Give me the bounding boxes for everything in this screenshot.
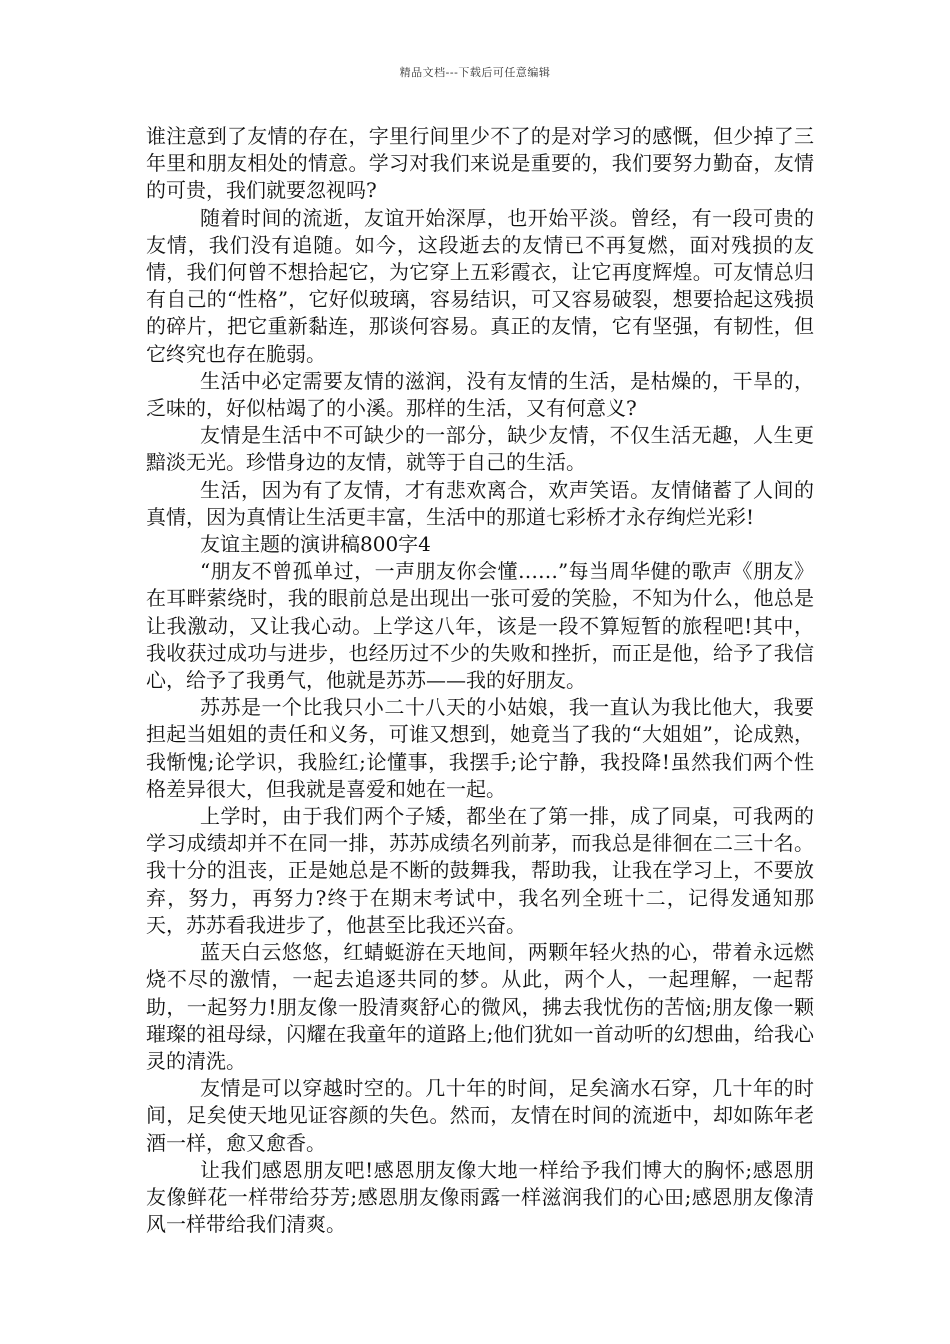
paragraph-4: 友情是生活中不可缺少的一部分，缺少友情，不仅生活无趣，人生更黯淡无光。珍惜身边的友情，就等于自己的生活。 — [146, 423, 814, 475]
page-header-note: 精品文档---下载后可任意编辑 — [399, 66, 551, 79]
section-title: 友谊主题的演讲稿800字4 — [200, 532, 431, 557]
paragraph-3: 生活中必定需要友情的滋润，没有友情的生活，是枯燥的，干旱的，乏味的，好似枯竭了的小溪。那样的生活，又有何意义? — [146, 368, 814, 421]
document-body — [146, 123, 814, 1238]
paragraph-10: 蓝天白云悠悠，红蜻蜓游在天地间，两颗年轻火热的心，带着永远燃烧不尽的激情，一起去追逐共同的梦。从此，两个人，一起理解，一起帮助，一起努力!朋友像一股清爽舒心的微风，拂去我忧伤的苦恼;朋友像一颗璀璨的祖母绿，闪耀在我童年的道路上;他们犹如一首动听的幻想曲，给我心灵的清洗。 — [146, 940, 814, 1073]
paragraph-8: 苏苏是一个比我只小二十八天的小姑娘，我一直认为我比他大，我要担起当姐姐的责任和义务，可谁又想到，她竟当了我的“大姐姐”，论成熟，我惭愧;论学识，我脸红;论懂事，我摆手;论宁静，我投降!虽然我们两个性格差异很大，但我就是喜爱和她在一起。 — [146, 695, 814, 801]
paragraph-7: “朋友不曾孤单过，一声朋友你会懂……”每当周华健的歌声《朋友》在耳畔萦绕时，我的眼前总是出现出一张可爱的笑脸，不知为什么，他总是让我激动，又让我心动。上学这八年，该是一段不算短暂的旅程吧!其中，我收获过成功与进步，也经历过不少的失败和挫折，而正是他，给予了我信心，给予了我勇气，他就是苏苏——我的好朋友。 — [146, 559, 814, 693]
paragraph-5: 生活，因为有了友情，才有悲欢离合，欢声笑语。友情储蓄了人间的真情，因为真情让生活更丰富，生活中的那道七彩桥才永存绚烂光彩! — [146, 477, 814, 529]
paragraph-12: 让我们感恩朋友吧!感恩朋友像大地一样给予我们博大的胸怀;感恩朋友像鲜花一样带给芬芳;感恩朋友像雨露一样滋润我们的心田;感恩朋友像清风一样带给我们清爽。 — [146, 1157, 814, 1237]
paragraph-2: 随着时间的流逝，友谊开始深厚，也开始平淡。曾经，有一段可贵的友情，我们没有追随。如今，这段逝去的友情已不再复燃，面对残损的友情，我们何曾不想拾起它，为它穿上五彩霞衣，让它再度辉煌。可友情总归有自己的“性格”，它好似玻璃，容易结识，可又容易破裂，想要拾起这残损的碎片，把它重新黏连，那谈何容易。真正的友情，它有坚强，有韧性，但它终究也存在脆弱。 — [146, 205, 814, 366]
paragraph-1: 谁注意到了友情的存在，字里行间里少不了的是对学习的感慨，但少掉了三年里和朋友相处的情意。学习对我们来说是重要的，我们要努力勤奋，友情的可贵，我们就要忽视吗? — [146, 124, 814, 203]
paragraph-9: 上学时，由于我们两个子矮，都坐在了第一排，成了同桌，可我两的学习成绩却并不在同一排，苏苏成绩名列前茅，而我总是徘徊在二三十名。我十分的沮丧，正是她总是不断的鼓舞我，帮助我，让我在学习上，不要放弃，努力，再努力?终于在期末考试中，我名列全班十二，记得发通知那天，苏苏看我进步了，他甚至比我还兴奋。 — [146, 804, 814, 937]
paragraph-11: 友情是可以穿越时空的。几十年的时间，足矣滴水石穿，几十年的时间，足矣使天地见证容颜的失色。然而，友情在时间的流逝中，却如陈年老酒一样，愈又愈香。 — [146, 1076, 814, 1155]
